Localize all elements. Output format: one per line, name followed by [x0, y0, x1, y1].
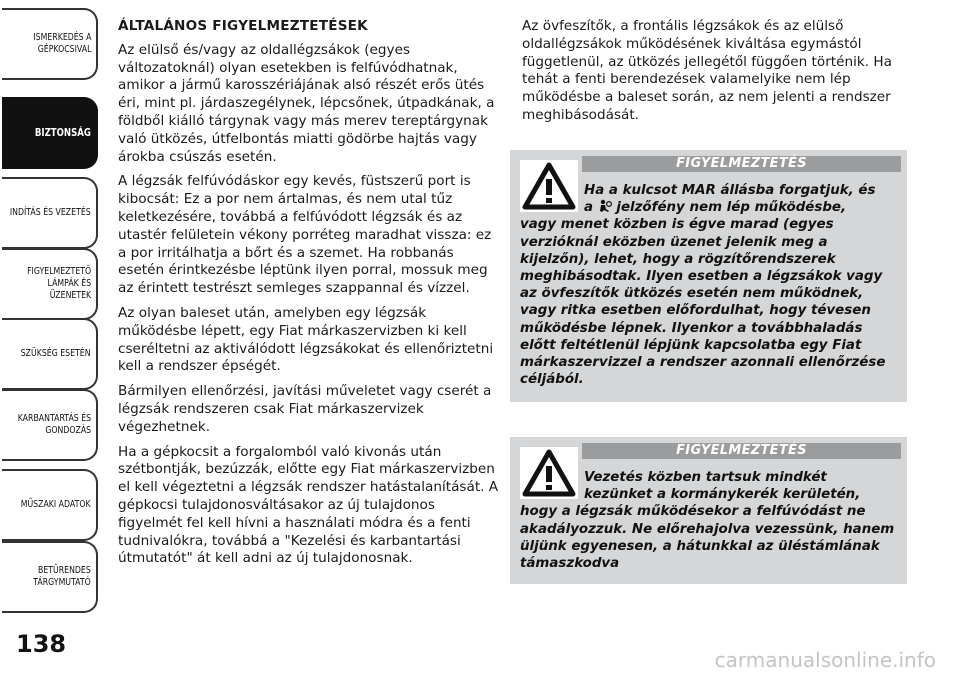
tab-figyelmezteto[interactable] [2, 248, 98, 320]
page-number: 138 [16, 630, 67, 658]
paragraph: Bármilyen ellenőrzési, javítási műveletet vagy cserét a légzsák rendszeren csak Fiat márkaszervizek végezhetnek. [118, 383, 492, 435]
warning-body: vagy menet közben is égve marad (egyes verzióknál eközben üzenet jelenik meg a kijelzőn), lehet, hogy a rögzítőrendszerek meghibásodtak. Ilyen esetben a légzsákok vagy az övfeszítők ütközés esetén nem működnek, vagy ritka esetben előfordulhat, hogy tévesen működésbe lépnek. Ilyenkor a továbbhaladás előtt feltétlenül lépjünk kapcsolatba egy Fiat márkaszervizzel a rendszer azonnali ellenőrzése céljából. [520, 217, 886, 388]
tab-inditas[interactable] [2, 177, 98, 249]
warning-text [520, 469, 899, 572]
tab-label: FIGYELMEZTETŐ LÁMPÁK ÉS ÜZENETEK [26, 266, 91, 301]
tab-ismerkedes[interactable] [2, 8, 98, 80]
watermark: carmanualsonline.info [714, 648, 936, 672]
left-column [118, 18, 500, 575]
warning-box [510, 437, 907, 584]
paragraph: A légzsák felfúvódáskor egy kevés, füstszerű port is kibocsát: Ez a por nem ártalmas, és nem utal tűz keletkezésére, továbbá a felfúvódott légzsák és az utastér felületein vékony porréteg maradhat vissza: ez a por irritálhatja a bőrt és a szemet. Ha robbanás esetén érintkezésbe léptünk ilyen porral, mossuk meg az érintett testrészt semleges szappannal és vízzel. [118, 173, 492, 297]
tab-targymutato[interactable] [2, 541, 98, 613]
tab-label: KARBANTARTÁS ÉS GONDOZÁS [17, 413, 91, 436]
warning-box [510, 150, 907, 402]
warning-line: Vezetés közben tartsuk mindkét [584, 470, 827, 485]
warning-line [520, 199, 899, 216]
tab-label: SZÜKSÉG ESETÉN [21, 348, 91, 359]
warning-title: FIGYELMEZTETÉS [582, 443, 901, 459]
tab-label: MŰSZAKI ADATOK [21, 499, 91, 510]
warning-line-part: jelzőfény nem lép működésbe, [611, 200, 847, 216]
paragraph: Az olyan baleset után, amelyben egy légzsák működésbe lépett, egy Fiat márkaszervizben ki kell cseréltetni az aktiválódott légzsákokat és ellenőriztetni kell a rendszer épségét. [118, 304, 494, 375]
warning-line: kezünket a kormánykerék kerületén, [584, 487, 861, 503]
paragraph: Ha a gépkocsit a forgalomból való kivonás után szétbontják, bezúzzák, előtte egy Fiat márkaszervizben el kell végeztetni a légzsák rendszer hatástalanítását. A gépkocsi tulajdonosváltásakor az új tulajdonos figyelmét fel kell hívni a használati módra és a fenti tudnivalókra, továbbá a "Kezelési és karbantartási útmutatót" át kell adni az új tulajdonosnak. [118, 443, 499, 567]
tab-biztonsag[interactable] [2, 97, 98, 169]
tab-label: ISMERKEDÉS A GÉPKOCSIVAL [32, 32, 91, 55]
warning-text [520, 182, 899, 388]
section-heading: ÁLTALÁNOS FIGYELMEZTETÉSEK [118, 18, 368, 34]
tab-muszaki[interactable] [2, 469, 98, 541]
tab-label: INDÍTÁS ÉS VEZETÉS [10, 207, 91, 218]
airbag-warning-icon [598, 199, 612, 213]
warning-line: Ha a kulcsot MAR állásba forgatjuk, és [584, 183, 876, 198]
tab-label: BIZTONSÁG [34, 126, 91, 139]
tab-karbantartas[interactable] [2, 389, 98, 461]
warning-title: FIGYELMEZTETÉS [582, 156, 901, 172]
chapter-tabs [0, 0, 100, 678]
intro-paragraph: Az övfeszítők, a frontális légzsákok és az elülső oldallégzsákok működésének kiváltása egymástól függetlenül, az ütközés jellegétől függően történik. Ha tehát a fenti berendezések valamelyike nem lép működésbe a baleset során, az nem jelenti a rendszer meghibásodását. [522, 18, 892, 123]
warning-line-part: a [584, 200, 598, 216]
warning-body: hogy a légzsák működésekor a felfúvódást ne akadályozzuk. Ne előrehajolva vezessünk, hanem üljünk egyenesen, a hátunkkal az üléstámlának támaszkodva [520, 504, 895, 572]
paragraph: Az elülső és/vagy az oldallégzsákok (egyes változatoknál) olyan esetekben is felfúvódhatnak, amikor a jármű karosszériájának alsó részét erős ütés éri, mint pl. járdaszegélynek, lépcsőnek, útpadkának, a földből kiálló tárgynak vagy más merev tereptárgynak való ütközés, útfelbontás miatti gödörbe hajtás vagy árokba csúszás esetén. [118, 41, 495, 165]
right-column [522, 18, 910, 125]
tab-szukseg[interactable] [2, 318, 98, 390]
tab-label: BETŰRENDES TÁRGYMUTATÓ [33, 565, 91, 588]
